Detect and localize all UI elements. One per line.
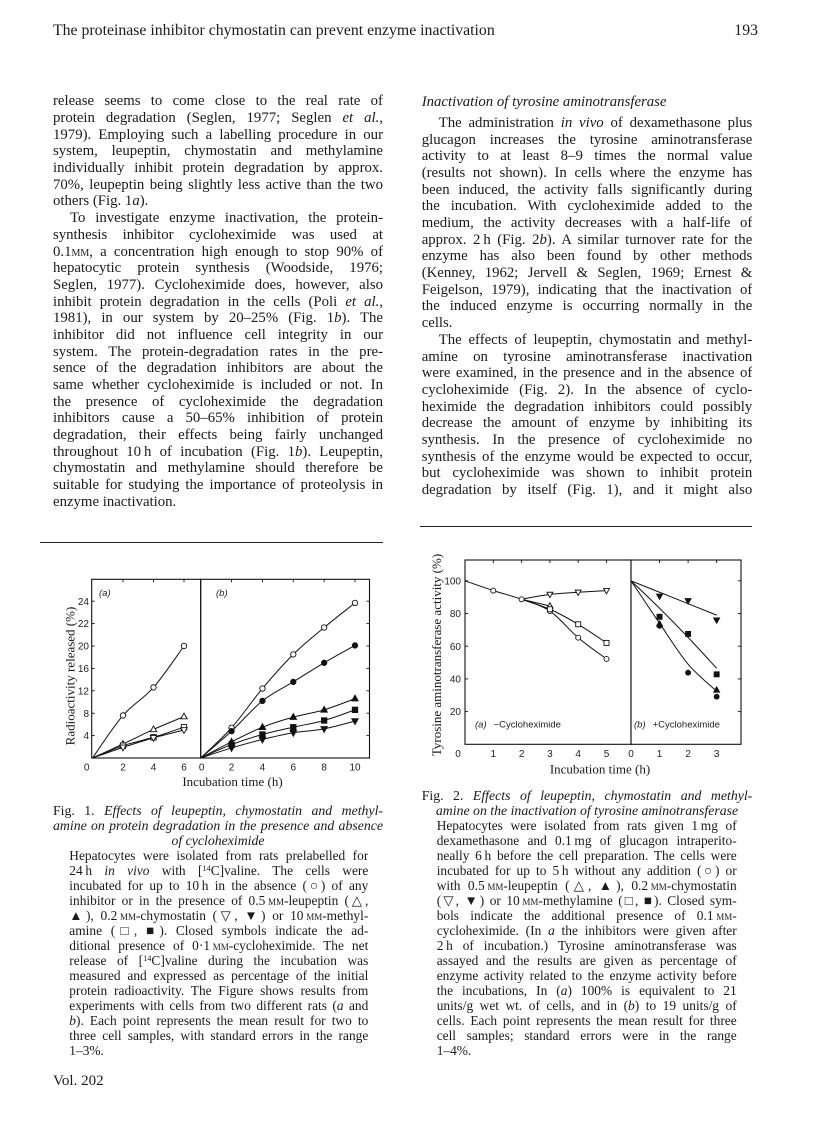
- text-line: (▽, ▼) or 10 mm-methylamine (□, ■). Closed sym-: [436, 892, 737, 908]
- italic-text: in vivo: [104, 863, 150, 879]
- series-line-0-2-mm-chymostatin: [93, 730, 185, 758]
- x-axis-title: Incubation time (h): [549, 761, 651, 777]
- x-tick-label: 0: [198, 762, 205, 774]
- text-line: [53, 818, 383, 833]
- data-point-0-1-mm-cycloheximide: [352, 643, 357, 648]
- panel-condition-a: −Cycloheximide: [493, 719, 561, 731]
- text-line: bols indicate the additional presence of 0.1 mm-: [436, 907, 737, 923]
- superscript: 14: [202, 864, 211, 874]
- page-number: 193: [734, 22, 758, 39]
- data-point-methylamine-cycloheximide: [352, 707, 357, 712]
- text-line: been induced, the activity falls significantly during: [421, 181, 753, 198]
- section-heading: Inactivation of tyrosine aminotransferase: [421, 94, 667, 111]
- panel-frame-a: [465, 560, 631, 744]
- text-line: the incubations, In (a) 100% is equivalent to 21: [436, 982, 737, 998]
- text-line: enzyme activity related to the enzyme activity before: [436, 967, 737, 983]
- data-point-no-addition: [321, 625, 326, 630]
- y-tick-label: 60: [449, 641, 461, 653]
- panel-label-b: [634, 720, 720, 731]
- text-line: inhibitor or in the presence of 0.5 mm-leupeptin (△,: [69, 893, 369, 909]
- text-line: individually inhibit protein degradation by approx.: [53, 160, 383, 177]
- column-rule-left: [40, 542, 383, 543]
- x-axis-title: Incubation time (h): [182, 774, 283, 789]
- text-line: enzyme has also been found by other methods: [421, 248, 753, 265]
- text-line: Seglen, 1977). Cycloheximide does, however, also: [53, 276, 383, 293]
- series-line-10-mm-methylamine: [522, 599, 607, 643]
- text-line: [53, 833, 383, 848]
- text-line: degradation, their effects being fairly unchanged: [53, 427, 383, 444]
- text-line: inhibit protein degradation in the cells (Poli et al.,: [53, 293, 383, 310]
- text-line: 1979). Employing such a labelling procedure in our: [53, 126, 383, 143]
- text-line: 70%, leupeptin being slightly less active than the two: [53, 176, 383, 193]
- panel-frame-b: [201, 579, 370, 758]
- text-line: protein radioactivity. The Figure shows results from: [69, 983, 369, 999]
- italic-text: in vivo: [560, 114, 604, 131]
- text-line: incubated for up to 10 h in the absence (○) of any: [69, 878, 369, 894]
- data-point-10-mm-methylamine: [576, 622, 581, 627]
- text-line: cells. Each point represents the mean result for three: [436, 1012, 737, 1028]
- series-line-0-1-mm-cycloheximide: [201, 645, 355, 758]
- y-axis-title: Tyrosine aminotransferase activity (%): [429, 553, 445, 757]
- x-tick-label: 2: [518, 749, 525, 760]
- text-line: 24 h in vivo with [$^{14}$C]valine. The cells were: [69, 863, 369, 879]
- data-point-leupeptin-cycloheximide: [352, 695, 358, 701]
- text-line: hepatocytic protein synthesis (Woodside, 1976;: [53, 260, 383, 277]
- text-line: release of [$^{14}$C]valine during the incubation was: [69, 953, 369, 969]
- text-line: ditional presence of 0·1 mm-cycloheximide. The net: [69, 938, 369, 954]
- text-line: The administration in vivo of dexamethasone plus: [438, 114, 753, 131]
- italic-text: b: [628, 997, 635, 1013]
- figure-2-caption-body: [437, 818, 737, 1058]
- unit-small-caps: mm: [212, 938, 229, 954]
- data-point-methylamine-cycloheximide: [291, 725, 296, 730]
- fit-line-cycloheximide-leupeptin-fit: [631, 581, 717, 691]
- text-line: Fig. 2. Effects of leupeptin, chymostatin and methyl-: [421, 787, 753, 803]
- superscript: 14: [143, 954, 152, 964]
- y-tick-label: 8: [83, 708, 89, 720]
- data-point-no-addition: [120, 713, 125, 718]
- text-line: throughout 10 h of incubation (Fig. 1b). Leupeptin,: [53, 443, 383, 460]
- text-line: medium, the activity decreases with a half-life of: [421, 215, 753, 232]
- right-column-body-text: [422, 94, 753, 498]
- series-line-chymostatin-cycloheximide: [201, 721, 355, 758]
- y-tick-label: 24: [77, 596, 89, 608]
- data-point-no-addition: [352, 600, 357, 605]
- x-tick-label: 8: [321, 762, 327, 774]
- text-line: others (Fig. 1a).: [53, 193, 149, 210]
- text-line: Feigelson, 1979), indicating that the inactivation of: [421, 281, 753, 298]
- italic-text: of cycloheximide: [171, 833, 265, 849]
- unit-small-caps: mm: [119, 908, 136, 924]
- figure-2-caption: [422, 788, 753, 1058]
- text-line: degradation by itself (Fig. 1), and it might also: [421, 482, 753, 499]
- italic-text: b: [295, 443, 303, 460]
- x-tick-label: 0: [455, 749, 461, 760]
- text-line: units/g wet wt. of cells, and in (b) to 19 units/g of: [436, 997, 737, 1013]
- italic-text: b: [69, 1013, 76, 1029]
- text-line: b). Each point represents the mean result for two to: [69, 1013, 369, 1029]
- data-point-no-addition: [181, 643, 186, 648]
- data-point-no-addition: [604, 656, 609, 661]
- data-point-cycloheximide-only: [714, 694, 719, 699]
- panel-label-a: (a): [99, 588, 111, 599]
- text-line: dexamethasone and 0.1 mg of glucagon intraperito-: [436, 832, 737, 848]
- y-tick-label: 12: [77, 686, 89, 698]
- data-point-methylamine-cycloheximide: [657, 614, 662, 619]
- text-line: glucagon increases the tyrosine aminotransferase: [421, 131, 753, 148]
- data-point-0-1-mm-cycloheximide: [229, 728, 234, 733]
- data-point-no-addition: [576, 635, 581, 640]
- text-line: 1981), in our system by 20–25% (Fig. 1b). The: [53, 310, 383, 327]
- text-line: [422, 803, 753, 818]
- data-point-cycloheximide-only: [686, 670, 691, 675]
- text-line: cell samples; standard errors were in the range: [436, 1027, 737, 1043]
- italic-text: a: [560, 982, 568, 998]
- text-line: amine (□, ■). Closed symbols indicate the ad-: [69, 923, 369, 939]
- italic-text: amine on protein degradation in the presence and absence: [53, 818, 383, 834]
- text-line: 1–3%.: [69, 1043, 104, 1059]
- series-line-leupeptin-cycloheximide: [201, 699, 355, 758]
- text-line: Hepatocytes were isolated from rats prelabelled for: [69, 848, 369, 864]
- series-line-0-2-mm-chymostatin: [522, 591, 607, 600]
- figure-1-chart: [40, 548, 385, 798]
- y-tick-label: 80: [449, 609, 461, 621]
- data-point-methylamine-cycloheximide: [321, 718, 326, 723]
- text-line: suitable for studying the importance of proteolysis in: [53, 477, 383, 494]
- text-line: 0.1mm, a concentration high enough to stop 90% of: [53, 243, 383, 260]
- x-tick-label: 1: [490, 749, 497, 760]
- unit-small-caps: mm: [716, 907, 733, 923]
- figure-1-caption: [53, 803, 383, 1058]
- fit-line-methylamine-fit: [631, 581, 717, 668]
- data-point-methylamine-cycloheximide: [714, 672, 719, 677]
- italic-text: a: [548, 922, 555, 938]
- text-line: the presence of cycloheximide the degradation: [53, 393, 383, 410]
- x-tick-label: 4: [575, 749, 581, 760]
- fit-line-chymostatin-fit: [631, 581, 717, 615]
- text-line: inhibitor did not influence cell integrity in our: [53, 326, 383, 343]
- panel-label-b-letter: (b): [634, 719, 646, 731]
- x-tick-label: 0: [83, 762, 90, 774]
- data-point-chymostatin-cycloheximide: [714, 618, 720, 623]
- italic-text: amine on the inactivation of tyrosine aminotransferase: [435, 802, 739, 818]
- unit-small-caps: mm: [71, 243, 90, 260]
- unit-small-caps: mm: [487, 877, 504, 893]
- journal-volume: Vol. 202: [53, 1073, 104, 1089]
- data-point-no-addition: [151, 685, 156, 690]
- text-line: inhibitors cause a 50–65% inhibition of protein: [53, 410, 383, 427]
- text-line: 1–4%.: [436, 1042, 472, 1058]
- y-axis-title: Radioactivity released (%): [62, 606, 78, 746]
- unit-small-caps: mm: [306, 908, 323, 924]
- text-line: synthesis. In the presence of cycloheximide no: [421, 431, 753, 448]
- text-line: (Kenney, 1962; Jervell & Seglen, 1969; Ernest &: [421, 265, 753, 282]
- text-line: system. The protein-degradation rates in the pre-: [53, 343, 383, 360]
- text-line: the induced enzyme is occurring normally in the: [421, 298, 753, 315]
- data-point-chymostatin-cycloheximide: [657, 594, 663, 599]
- panel-label-a-letter: (a): [475, 719, 487, 731]
- text-line: three cell samples, with standard errors in the range: [69, 1028, 369, 1044]
- right-column-paragraphs: [422, 115, 753, 499]
- x-tick-label: 2: [120, 762, 126, 774]
- x-tick-label: 3: [547, 749, 553, 760]
- text-line: with 0.5 mm-leupeptin (△, ▲), 0.2 mm-chymostatin: [436, 877, 737, 893]
- x-tick-label: 4: [150, 762, 157, 774]
- figure-1-marks: [78, 579, 370, 773]
- text-line: chymostatin and methylamine should therefore be: [53, 460, 383, 477]
- text-line: amine on tyrosine aminotransferase inactivation: [421, 348, 753, 365]
- data-point-methylamine-cycloheximide: [686, 631, 691, 636]
- running-title: The proteinase inhibitor chymostatin can prevent enzyme inactivation: [53, 22, 495, 39]
- data-point-no-addition: [491, 588, 496, 593]
- data-point-10-mm-methylamine: [547, 607, 552, 612]
- italic-text: a: [132, 193, 140, 210]
- unit-small-caps: mm: [650, 877, 667, 893]
- unit-small-caps: mm: [522, 892, 539, 908]
- data-point-0-1-mm-cycloheximide: [291, 679, 296, 684]
- data-point-methylamine-cycloheximide: [260, 732, 265, 737]
- x-tick-label: 2: [228, 762, 235, 774]
- text-line: system, leupeptin, chymostatin and methylamine: [53, 143, 383, 160]
- x-tick-label: 5: [603, 749, 610, 760]
- x-tick-label: 10: [349, 762, 361, 774]
- text-line: same whether cycloheximide is included or not. In: [53, 377, 383, 394]
- y-tick-label: 100: [444, 576, 461, 588]
- figure-2-chart: [420, 545, 755, 780]
- italic-text: Effects of leupeptin, chymostatin and methyl-: [104, 803, 383, 819]
- left-column-body-text: [53, 93, 383, 510]
- panel-condition-b: +Cycloheximide: [652, 719, 720, 731]
- text-line: cycloheximide. (In a the inhibitors were given after: [436, 922, 737, 938]
- italic-text: et al.: [345, 293, 380, 310]
- paragraph: [422, 332, 753, 499]
- y-tick-label: 20: [449, 707, 461, 719]
- text-line: sence of the degradation inhibitors are about the: [53, 360, 383, 377]
- text-line: cycloheximide (Fig. 2). In the absence of cyclo-: [421, 381, 753, 398]
- text-line: protein degradation (Seglen, 1977; Seglen et al.,: [53, 110, 383, 127]
- data-point-no-addition: [519, 597, 524, 602]
- italic-text: b: [539, 231, 547, 248]
- text-line: heximide the degradation inhibitors could possibly: [421, 398, 753, 415]
- series-line-no-addition: [465, 581, 607, 659]
- text-line: 2 h of incubation.) Tyrosine aminotransferase was: [436, 937, 737, 953]
- text-line: decrease the amount of enzyme by inhibiting its: [421, 415, 753, 432]
- text-line: The effects of leupeptin, chymostatin and methyl-: [438, 331, 753, 348]
- y-tick-label: 4: [83, 731, 89, 743]
- x-tick-label: 6: [181, 762, 187, 774]
- text-line: experiments with cells from two different rats (a and: [69, 998, 369, 1014]
- figure-1-caption-body: [69, 848, 368, 1058]
- x-tick-label: 6: [290, 762, 297, 774]
- data-point-no-addition: [260, 686, 265, 691]
- x-tick-label: 1: [656, 749, 663, 760]
- data-point-0-1-mm-cycloheximide: [321, 660, 326, 665]
- column-rule-right: [420, 526, 752, 527]
- y-tick-label: 16: [77, 664, 89, 675]
- italic-text: Effects of leupeptin, chymostatin and methyl-: [472, 787, 753, 803]
- italic-text: a: [336, 998, 344, 1014]
- y-tick-label: 22: [77, 619, 89, 631]
- data-point-10-mm-methylamine: [604, 640, 609, 645]
- x-tick-label: 0: [628, 749, 634, 760]
- text-line: but cycloheximide was shown to inhibit protein: [421, 465, 753, 482]
- data-point-leupeptin-cycloheximide: [657, 621, 663, 626]
- text-line: synthesis of the enzyme would be expected to occur,: [421, 448, 753, 465]
- text-line: were examined, in the presence and in the absence of: [421, 365, 753, 382]
- data-point-no-addition: [291, 652, 296, 657]
- data-point-0-5-mm-leupeptin: [181, 713, 187, 719]
- y-tick-label: 40: [449, 674, 461, 686]
- series-line-no-addition: [201, 603, 355, 758]
- paragraph: [53, 93, 383, 210]
- text-line: (results not shown). In cells where the enzyme has: [421, 164, 753, 181]
- figure-2-caption-title: [422, 788, 753, 818]
- text-line: assayed and the results are given as percentage of: [436, 952, 737, 968]
- text-line: Fig. 1. Effects of leupeptin, chymostatin and methyl-: [53, 803, 383, 819]
- text-line: ▲), 0.2 mm-chymostatin (▽, ▼) or 10 mm-methyl-: [69, 908, 369, 924]
- text-line: synthesis inhibitor cycloheximide was used at: [53, 226, 383, 243]
- text-line: release seems to come close to the real rate of: [53, 93, 383, 110]
- text-line: To investigate enzyme inactivation, the protein-: [70, 210, 383, 227]
- y-tick-label: 20: [77, 641, 89, 653]
- text-line: incubated for up to 5 h without any addition (○) or: [436, 862, 737, 878]
- text-line: the incubation. With cycloheximide added to the: [421, 198, 753, 215]
- x-tick-label: 3: [713, 749, 720, 760]
- text-line: enzyme inactivation.: [53, 493, 177, 510]
- italic-text: b: [334, 310, 342, 327]
- x-tick-label: 2: [685, 749, 691, 760]
- text-line: measured and expressed as percentage of the initial: [69, 968, 369, 984]
- text-line: cells.: [421, 315, 453, 332]
- data-point-0-1-mm-cycloheximide: [260, 698, 265, 703]
- x-tick-label: 4: [259, 762, 266, 774]
- figure-1-caption-title: [53, 803, 383, 848]
- panel-label-a: [475, 720, 561, 731]
- panel-label-b: (b): [216, 588, 228, 599]
- italic-text: et al.: [342, 110, 380, 127]
- text-line: activity to at least 8–9 times the normal value: [421, 148, 753, 165]
- text-line: approx. 2 h (Fig. 2b). A similar turnover rate for the: [421, 231, 753, 248]
- text-line: neally 6 h before the cell preparation. The cells were: [436, 847, 737, 863]
- unit-small-caps: mm: [267, 893, 284, 909]
- paragraph: [422, 115, 753, 332]
- text-line: Hepatocytes were isolated from rats given 1 mg of: [436, 817, 737, 833]
- paragraph: [53, 210, 383, 510]
